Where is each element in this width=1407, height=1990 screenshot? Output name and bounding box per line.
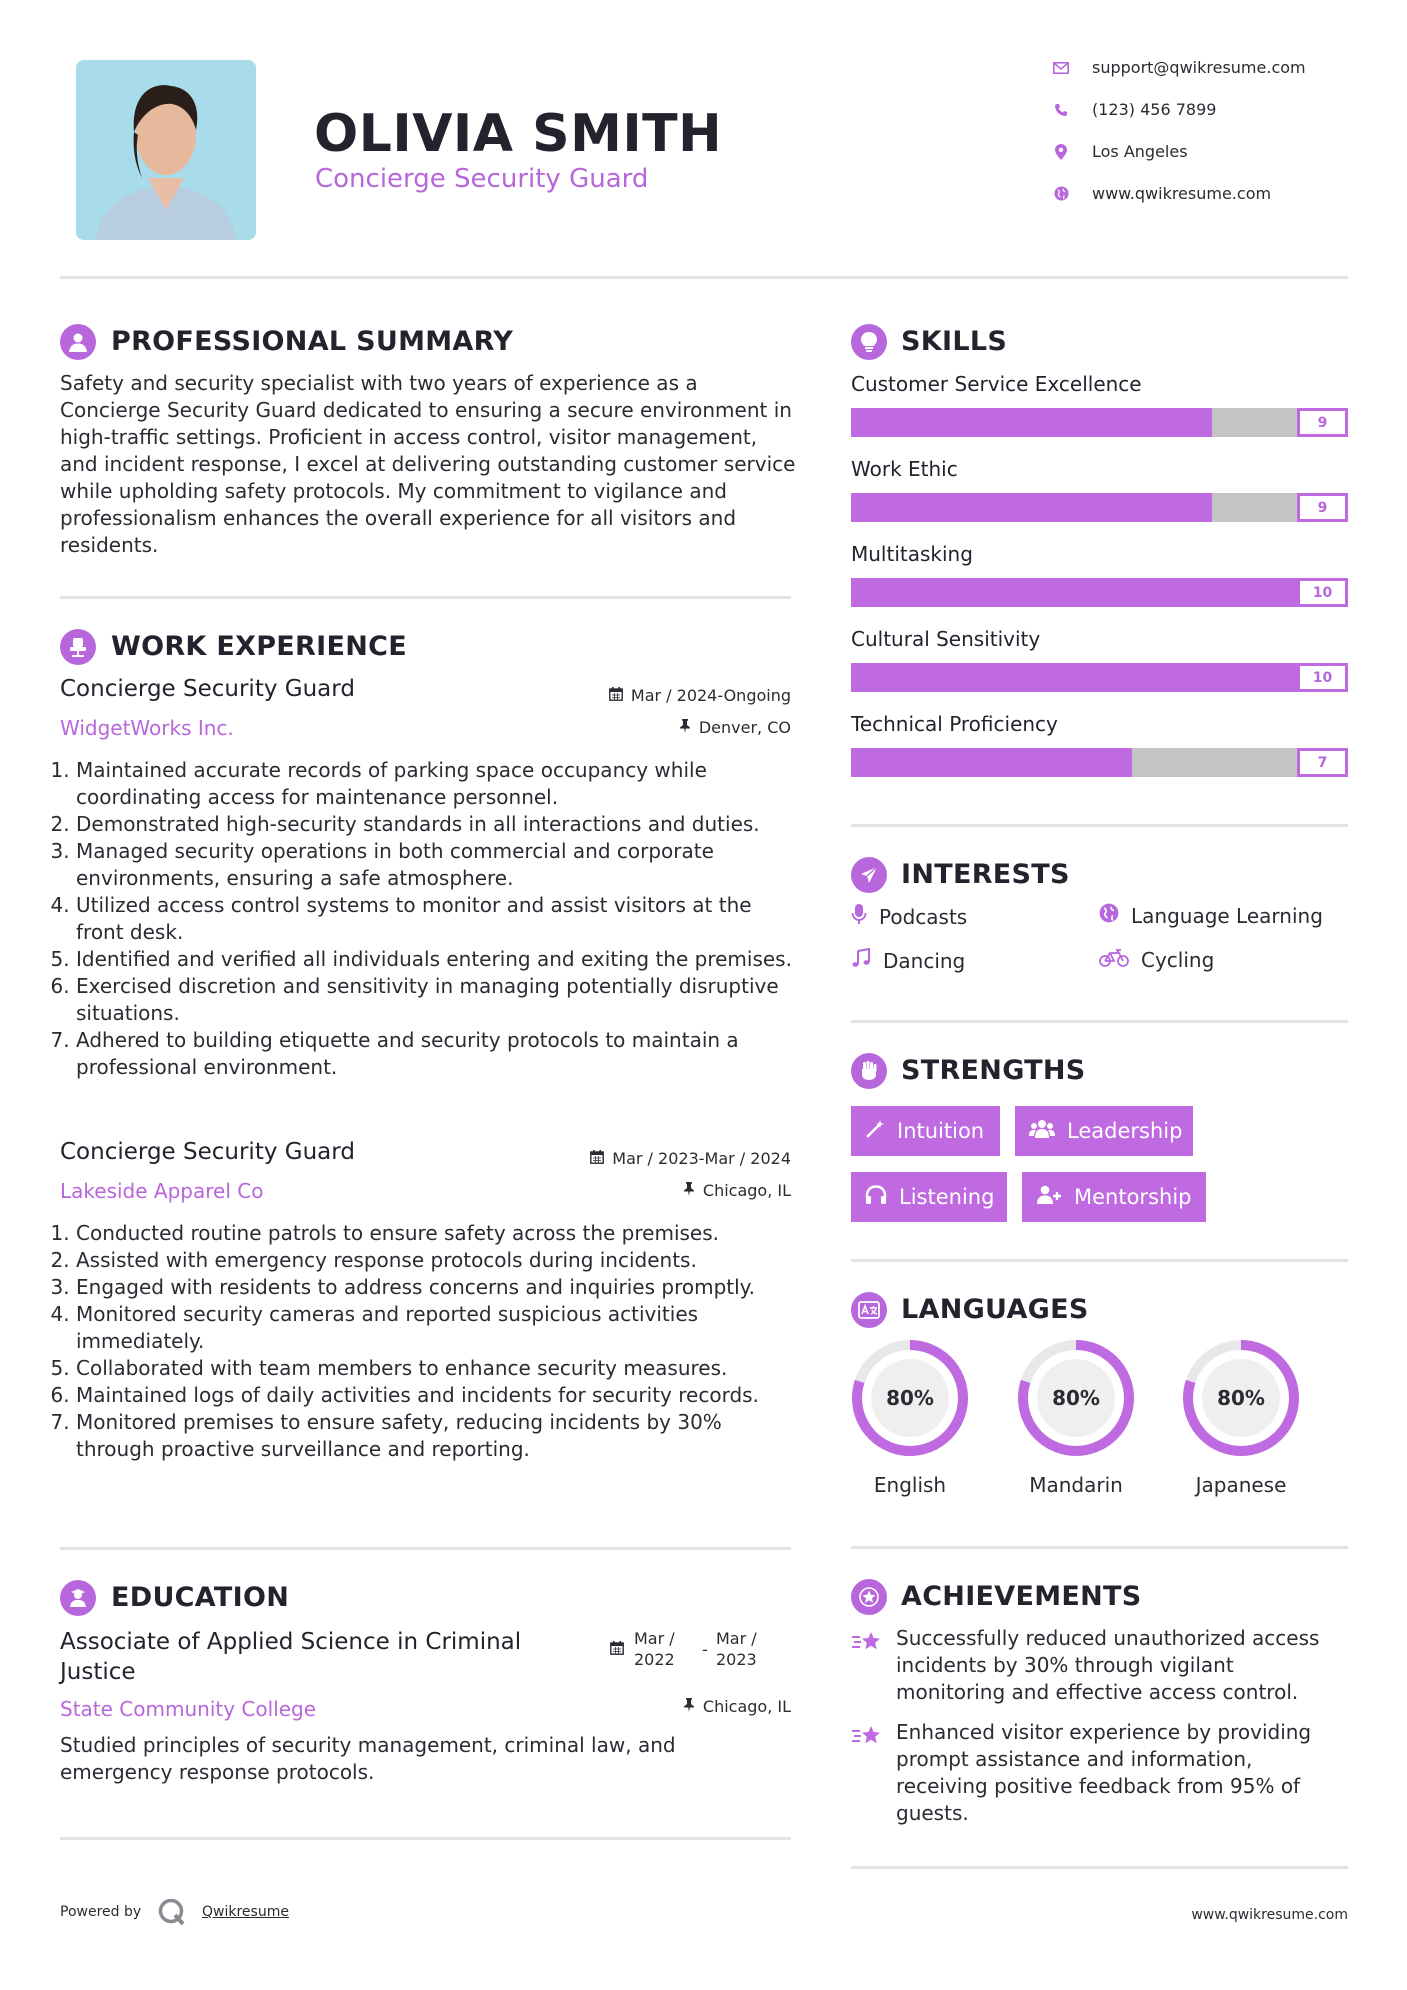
magic-wand-icon [865,1119,885,1144]
pushpin-icon [683,1181,695,1200]
language-ring [845,1333,975,1463]
education-divider [60,1837,791,1840]
language-ring [1011,1333,1141,1463]
list-item: 3. Engaged with residents to address concerns and inquiries promptly. [76,1274,800,1301]
skill-name: Technical Proficiency [851,712,1058,736]
globe-icon [1099,903,1119,928]
calendar-icon [610,1640,624,1659]
phone-icon [1052,101,1070,119]
skill-bar-fill [851,578,1348,607]
skill-bar [851,748,1348,777]
strength-intuition [851,1106,1000,1156]
skill-bar [851,408,1348,437]
skill-bar-fill [851,408,1212,437]
languages-divider [851,1546,1348,1549]
languages-heading: LANGUAGES [901,1294,1089,1325]
skill-bar-fill [851,663,1348,692]
education-school: State Community College [60,1697,317,1721]
footer-url[interactable]: www.qwikresume.com [1191,1907,1348,1923]
contact-email[interactable] [1052,58,1306,77]
job-1-location-text: Denver, CO [698,718,791,737]
list-item: 1. Conducted routine patrols to ensure safety across the premises. [76,1220,800,1247]
lightbulb-icon [851,324,887,360]
envelope-icon [1052,59,1070,77]
map-pin-icon [1052,143,1070,161]
language-name: Japanese [1195,1473,1287,1497]
skill-bar [851,578,1348,607]
language-name: Mandarin [1029,1473,1123,1497]
contact-email-text[interactable]: support@qwikresume.com [1092,58,1306,77]
job-2-bullets [58,1220,800,1463]
skill-name: Multitasking [851,542,973,566]
job-2-company: Lakeside Apparel Co [60,1179,264,1203]
language-name: English [873,1473,947,1497]
job-2-location [683,1181,791,1200]
interest-label: Dancing [883,948,966,973]
job-1-location [679,718,791,737]
list-item: 5. Collaborated with team members to enhance security measures. [76,1355,800,1382]
contact-website[interactable] [1052,184,1271,203]
interest-podcasts [851,903,967,930]
language-ring [1176,1333,1306,1463]
interest-cycling [1099,948,1214,972]
job-1-date [609,686,791,705]
microphone-icon [851,903,867,930]
skill-bar [851,663,1348,692]
skills-heading: SKILLS [901,326,1008,357]
job-1-date-text: Mar / 2024-Ongoing [630,686,791,705]
achievements-divider [851,1866,1348,1869]
headphones-icon [865,1185,887,1210]
list-item: 6. Maintained logs of daily activities and incidents for security records. [76,1382,800,1409]
skill-score: 9 [1297,493,1348,522]
interest-dancing [851,948,965,973]
education-location [683,1697,791,1716]
strengths-divider [851,1259,1348,1262]
job-2-date-text: Mar / 2023-Mar / 2024 [612,1149,791,1168]
contact-phone[interactable] [1052,100,1216,119]
job-2-date [590,1149,791,1168]
candidate-title: Concierge Security Guard [315,164,649,194]
job-1-bullets [58,757,800,1081]
summary-heading: PROFESSIONAL SUMMARY [111,326,514,357]
list-item: 2. Demonstrated high-security standards in all interactions and duties. [76,811,800,838]
summary-divider [60,596,791,599]
education-end-date: Mar / 2023 [716,1629,757,1669]
skill-score: 7 [1297,748,1348,777]
achievement-1: Successfully reduced unauthorized access incidents by 30% through vigilant monitoring and effective access control. [896,1626,1320,1704]
users-icon [1029,1119,1055,1144]
skill-score: 10 [1297,578,1348,607]
interest-label: Language Learning [1131,903,1323,928]
achievements-heading: ACHIEVEMENTS [901,1581,1142,1612]
calendar-icon [609,686,623,705]
list-item: 7. Adhered to building etiquette and security protocols to maintain a professional environment. [76,1027,800,1081]
skill-bar-fill [851,493,1212,522]
list-item: 6. Exercised discretion and sensitivity in managing potentially disruptive situations. [76,973,800,1027]
language-percent: 80% [886,1386,934,1410]
contact-location [1052,142,1188,161]
pushpin-icon [679,718,691,737]
skill-name: Cultural Sensitivity [851,627,1041,651]
contact-phone-text[interactable]: (123) 456 7899 [1092,100,1217,119]
profile-photo [76,60,256,240]
education-description: Studied principles of security management, criminal law, and emergency response protocols. [60,1733,676,1784]
education-heading: EDUCATION [111,1582,290,1613]
education-degree: Associate of Applied Science in Criminal Justice [60,1629,522,1685]
interest-label: Cycling [1141,948,1215,972]
strengths-heading: STRENGTHS [901,1055,1086,1086]
list-item: 7. Monitored premises to ensure safety, reducing incidents by 30% through proactive surveillance and reporting. [76,1409,800,1463]
strength-label: Leadership [1067,1119,1183,1143]
skill-bar-fill [851,748,1132,777]
skill-score: 9 [1297,408,1348,437]
strength-label: Listening [899,1185,995,1209]
list-item: 5. Identified and verified all individuals entering and exiting the premises. [76,946,800,973]
job-1-title: Concierge Security Guard [60,676,355,702]
list-item: 4. Utilized access control systems to monitor and assist visitors at the front desk. [76,892,800,946]
interest-label: Podcasts [879,904,968,929]
paper-plane-icon [851,857,887,893]
interest-language-learning [1099,903,1323,928]
strength-label: Mentorship [1074,1185,1192,1209]
qwikresume-link[interactable]: Qwikresume [202,1904,289,1920]
globe-icon [1052,185,1070,203]
job-2-location-text: Chicago, IL [702,1181,791,1200]
list-item: 3. Managed security operations in both commercial and corporate environments, ensuring a safe atmosphere. [76,838,800,892]
briefcase-chair-icon [60,629,96,665]
graduation-cap-icon [60,1580,96,1616]
list-item: 4. Monitored security cameras and reported suspicious activities immediately. [76,1301,800,1355]
education-location-text: Chicago, IL [702,1697,791,1716]
interests-divider [851,1020,1348,1023]
education-start-date: Mar / 2022 [634,1629,675,1669]
user-circle-icon [60,324,96,360]
job-2-title: Concierge Security Guard [60,1139,355,1165]
header-divider [60,276,1348,279]
list-item: 1. Maintained accurate records of parking space occupancy while coordinating access for maintenance personnel. [76,757,800,811]
music-note-icon [851,948,871,973]
shooting-star-icon [851,1629,883,1659]
strength-mentorship [1022,1172,1206,1222]
summary-text: Safety and security specialist with two years of experience as a Concierge Security Guard dedicated to ensuring a secure environment in high-traffic settings. Proficient in access control, visitor management, and incident response, I excel at delivering outstanding customer service while upholding safety protocols. My commitment to vigilance and professionalism enhances the overall experience for all visitors and residents. [60,371,796,557]
contact-location-text: Los Angeles [1092,142,1188,161]
skill-name: Work Ethic [851,457,958,481]
date-separator: - [702,1640,708,1659]
job-1-company: WidgetWorks Inc. [60,716,234,740]
language-percent: 80% [1217,1386,1265,1410]
powered-by-label: Powered by [60,1904,142,1920]
contact-website-text[interactable]: www.qwikresume.com [1092,184,1272,203]
experience-divider [60,1547,791,1550]
fist-icon [851,1053,887,1089]
qwikresume-logo-icon [157,1897,187,1931]
achievement-2: Enhanced visitor experience by providing prompt assistance and information, receiving positive feedback from 95% of guests. [896,1720,1312,1825]
shooting-star-icon [851,1723,883,1753]
strength-listening [851,1172,1007,1222]
experience-heading: WORK EXPERIENCE [111,631,407,662]
skills-divider [851,824,1348,827]
strength-label: Intuition [897,1119,985,1143]
interests-heading: INTERESTS [901,859,1070,890]
language-percent: 80% [1052,1386,1100,1410]
user-plus-icon [1036,1185,1062,1210]
skill-score: 10 [1297,663,1348,692]
language-card-icon [851,1292,887,1328]
candidate-name: OLIVIA SMITH [314,104,723,164]
calendar-icon [590,1149,604,1168]
list-item: 2. Assisted with emergency response protocols during incidents. [76,1247,800,1274]
pushpin-icon [683,1697,695,1716]
skill-name: Customer Service Excellence [851,372,1142,396]
star-badge-icon [851,1579,887,1615]
strength-leadership [1015,1106,1193,1156]
bicycle-icon [1099,948,1129,972]
skill-bar [851,493,1348,522]
